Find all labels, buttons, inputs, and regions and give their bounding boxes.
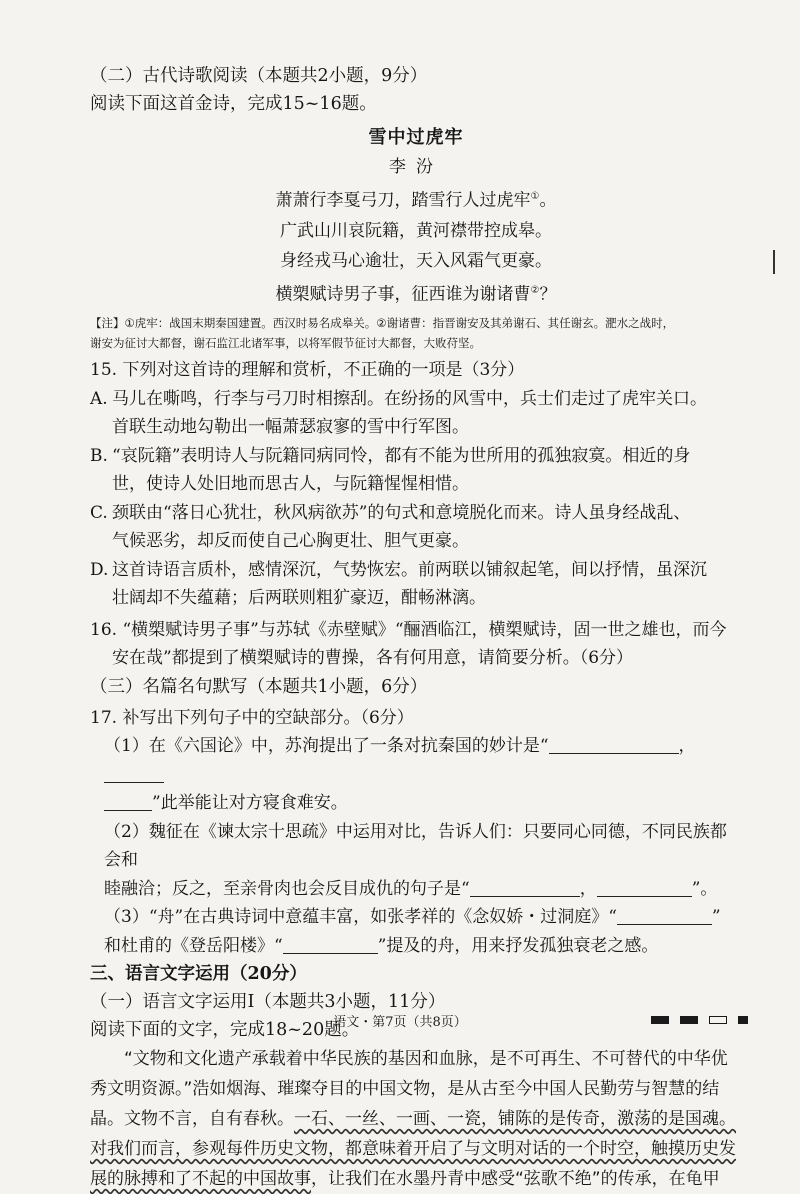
question-17-stem: 17. 补写出下列句子中的空缺部分。（6分）	[90, 707, 414, 728]
question-15-stem: 15. 下列对这首诗的理解和赏析，不正确的一项是（3分）	[90, 360, 525, 381]
answer-blank[interactable]	[470, 878, 580, 897]
passage-text: “文物和文化遗产承载着中华民族的基因和血脉，是不可再生、不可替代的中华优秀文明资源。”浩如烟海、璀璨夺目的中国文物，是从古至今中国人民勤劳与智慧的结晶。文物不言，自有春秋。	[90, 1049, 728, 1130]
reading-passage	[90, 1044, 742, 1194]
option-c	[90, 499, 742, 556]
option-text: 世，使诗人处旧地而思古人，与阮籍惺惺相惜。	[112, 474, 469, 495]
dictation-item-1	[90, 732, 742, 818]
answer-blank[interactable]	[597, 878, 692, 897]
question-line: 16. “横槊赋诗男子事”与苏轼《赤壁赋》“酾酒临江，横槊赋诗，固一世之雄也，而今	[90, 619, 727, 640]
item-text: （3）“舟”在古典诗词中意蕴丰富，如张孝祥的《念奴娇・过洞庭》“	[104, 907, 617, 928]
option-text: 首联生动地勾勒出一幅萧瑟寂寥的雪中行军图。	[112, 417, 469, 438]
item-text: ”提及的舟，用来抒发孤独衰老之感。	[377, 935, 659, 956]
dictation-item-2	[90, 818, 742, 904]
part-heading-language: 三、语言文字运用（20分）	[90, 964, 307, 985]
option-text: 气候恶劣，却反而使自己心胸更壮、胆气更豪。	[112, 531, 469, 552]
registration-block	[738, 1016, 748, 1024]
item-text: 睦融洽；反之，至亲骨肉也会反目成仇的句子是“	[104, 878, 470, 899]
option-label: A.	[90, 388, 108, 409]
item-text: （2）魏征在《谏太宗十思疏》中运用对比，告诉人们：只要同心同德，不同民族都会和	[104, 821, 727, 871]
poetry-instruction: 阅读下面这首金诗，完成15~16题。	[90, 94, 377, 114]
dictation-item-3	[90, 903, 742, 960]
sub-heading-language: （一）语言文字运用Ⅰ（本题共3小题，11分）	[90, 992, 446, 1013]
poem-line-text: 萧萧行李戛弓刀，踏雪行人过虎牢	[275, 190, 531, 211]
option-label: B.	[90, 445, 108, 466]
item-text: ”	[711, 907, 721, 928]
scan-mark	[773, 250, 775, 274]
answer-blank[interactable]	[283, 935, 378, 954]
section-heading-dictation: （三）名篇名句默写（本题共1小题，6分）	[90, 676, 428, 697]
registration-block	[709, 1016, 727, 1024]
option-text: “哀阮籍”表明诗人与阮籍同病同怜，都有不能为世所用的孤独寂寞。相近的身	[112, 445, 691, 466]
poem-title: 雪中过虎牢	[368, 127, 464, 148]
page-footer: 语文・第7页（共8页）	[333, 1015, 467, 1030]
footnote-mark: ②	[530, 284, 540, 296]
option-label: C.	[90, 502, 108, 523]
item-text: ，	[678, 736, 696, 757]
poem-line-punct: ？	[539, 284, 557, 305]
poem-line: 身经戎马心逾壮，天入风霜气更豪。	[280, 250, 552, 271]
question-16	[90, 616, 742, 673]
option-text: 马儿在嘶鸣，行李与弓刀时相擦刮。在纷扬的风雪中，兵士们走过了虎牢关口。	[112, 388, 707, 409]
answer-blank[interactable]	[617, 906, 712, 925]
section-heading-poetry: （二）古代诗歌阅读（本题共2小题，9分）	[90, 66, 428, 86]
language-instruction: 阅读下面的文字，完成18~20题。	[90, 1020, 360, 1041]
question-line: 安在哉”都提到了横槊赋诗的曹操，各有何用意，请简要分析。（6分）	[112, 648, 634, 669]
answer-blank[interactable]	[104, 764, 164, 783]
passage-text: ，让我们在水墨丹青中感受“弦歌不绝”的传承，在龟甲	[311, 1169, 720, 1190]
answer-blank[interactable]	[104, 792, 152, 811]
answer-blank[interactable]	[549, 735, 679, 754]
poem-line-text: 横槊赋诗男子事，征西谁为谢诸曹	[275, 284, 531, 305]
option-label: D.	[90, 559, 109, 580]
registration-block	[680, 1016, 698, 1024]
option-d	[90, 556, 742, 613]
wavy-underlined-text: 一石、一丝、一画、一瓷，铺陈的是传奇，激荡的是国魂。对我们而言，参观每件历史文物，都意味着开启了与文明对话的一个时空，触摸历史发展的脉搏和了不起的中国故事	[90, 1109, 736, 1190]
option-text: 壮阔却不失蕴藉；后两联则粗犷豪迈，酣畅淋漓。	[112, 588, 486, 609]
item-text: ”此举能让对方寝食难安。	[152, 793, 348, 814]
option-text: 颈联由“落日心犹壮，秋风病欲苏”的句式和意境脱化而来。诗人虽身经战乱、	[112, 502, 691, 523]
poem-note	[90, 313, 742, 353]
note-line: 【注】①虎牢：战国末期秦国建置。西汉时易名成皋关。②谢诸曹：指晋谢安及其弟谢石、其任谢玄。淝水之战时，	[90, 316, 675, 331]
item-text: ，	[579, 878, 597, 899]
registration-marks	[651, 1016, 748, 1024]
option-text: 这首诗语言质朴，感情深沉，气势恢宏。前两联以铺叙起笔，间以抒情，虽深沉	[112, 559, 707, 580]
footnote-mark: ①	[530, 191, 540, 202]
poem-line	[90, 182, 742, 216]
registration-block	[651, 1016, 669, 1024]
item-text: ”。	[691, 878, 718, 899]
option-a	[90, 385, 742, 442]
poem-line-punct: 。	[539, 190, 557, 211]
note-line: 谢安为征讨大都督，谢石监江北诸军事，以将军假节征讨大都督，大败苻坚。	[90, 336, 481, 351]
poem-line	[90, 276, 742, 310]
item-text: 和杜甫的《登岳阳楼》“	[104, 935, 283, 956]
poem-line: 广武山川哀阮籍，黄河襟带控成皋。	[280, 220, 552, 241]
poem-author: 李汾	[389, 157, 443, 177]
item-text: （1）在《六国论》中，苏洵提出了一条对抗秦国的妙计是“	[104, 736, 549, 757]
option-b	[90, 442, 742, 499]
